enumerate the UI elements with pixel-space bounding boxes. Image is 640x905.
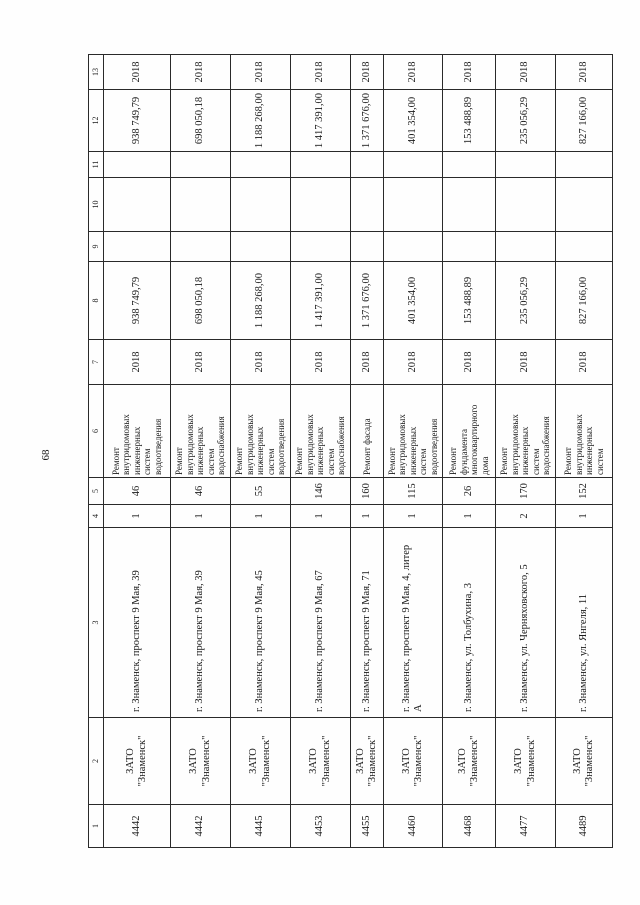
record-id-cell: 4442	[104, 805, 171, 848]
record-id-cell: 4453	[291, 805, 351, 848]
work-type-cell: Ремонт фасада	[351, 385, 384, 478]
municipality-cell: ЗАТО "Знаменск"	[351, 718, 384, 805]
column-number-header: 7	[89, 340, 104, 385]
col13-year-cell: 2018	[384, 55, 443, 90]
table-row	[496, 55, 556, 848]
column-number-header: 12	[89, 90, 104, 152]
col13-year-cell: 2018	[496, 55, 556, 90]
col12-amount-cell: 1 417 391,00	[291, 90, 351, 152]
address-cell: г. Знаменск, ул. Янгеля, 11	[556, 528, 613, 718]
col12-amount-cell: 153 488,89	[443, 90, 496, 152]
col12-amount-cell: 827 166,00	[556, 90, 613, 152]
col13-year-cell: 2018	[556, 55, 613, 90]
page-number: 68	[40, 449, 52, 461]
table-row	[351, 55, 384, 848]
col8-amount-cell: 938 749,79	[104, 262, 171, 340]
column-number-header: 1	[89, 805, 104, 848]
col12-amount-cell: 938 749,79	[104, 90, 171, 152]
col8-amount-cell: 235 056,29	[496, 262, 556, 340]
col5-value-cell: 170	[496, 478, 556, 505]
work-type-cell: Ремонт внутридомовых инженерных систем водоснабжения	[291, 385, 351, 478]
work-type-cell: Ремонт внутридомовых инженерных систем водоотведения	[231, 385, 291, 478]
col11-cell	[231, 152, 291, 178]
col9-cell	[104, 232, 171, 262]
column-number-header: 6	[89, 385, 104, 478]
record-id-cell: 4468	[443, 805, 496, 848]
address-cell: г. Знаменск, проспект 9 Мая, 67	[291, 528, 351, 718]
col7-year-cell: 2018	[384, 340, 443, 385]
col13-year-cell: 2018	[171, 55, 231, 90]
column-number-header: 2	[89, 718, 104, 805]
table-row	[384, 55, 443, 848]
register-table-container	[88, 55, 612, 848]
col9-cell	[496, 232, 556, 262]
col13-year-cell: 2018	[351, 55, 384, 90]
col4-value-cell: 1	[171, 505, 231, 528]
col12-amount-cell: 1 188 268,00	[231, 90, 291, 152]
col8-amount-cell: 1 188 268,00	[231, 262, 291, 340]
col5-value-cell: 146	[291, 478, 351, 505]
record-id-cell: 4445	[231, 805, 291, 848]
col9-cell	[556, 232, 613, 262]
col7-year-cell: 2018	[291, 340, 351, 385]
column-number-header: 10	[89, 178, 104, 232]
address-cell: г. Знаменск, проспект 9 Мая, 39	[104, 528, 171, 718]
col7-year-cell: 2018	[171, 340, 231, 385]
col4-value-cell: 1	[556, 505, 613, 528]
col8-amount-cell: 1 417 391,00	[291, 262, 351, 340]
col4-value-cell: 1	[291, 505, 351, 528]
column-number-header: 8	[89, 262, 104, 340]
record-id-cell: 4489	[556, 805, 613, 848]
address-cell: г. Знаменск, ул. Черняховского, 5	[496, 528, 556, 718]
column-number-header: 9	[89, 232, 104, 262]
municipality-cell: ЗАТО "Знаменск"	[556, 718, 613, 805]
column-number-header: 3	[89, 528, 104, 718]
table-row	[171, 55, 231, 848]
register-table	[88, 54, 613, 848]
address-cell: г. Знаменск, проспект 9 Мая, 71	[351, 528, 384, 718]
col10-cell	[231, 178, 291, 232]
col11-cell	[556, 152, 613, 178]
column-number-header: 13	[89, 55, 104, 90]
col10-cell	[351, 178, 384, 232]
table-row	[291, 55, 351, 848]
col4-value-cell: 1	[231, 505, 291, 528]
col11-cell	[291, 152, 351, 178]
col10-cell	[291, 178, 351, 232]
col5-value-cell: 55	[231, 478, 291, 505]
municipality-cell: ЗАТО "Знаменск"	[496, 718, 556, 805]
work-type-cell: Ремонт внутридомовых инженерных систем водоотведения	[104, 385, 171, 478]
col11-cell	[443, 152, 496, 178]
municipality-cell: ЗАТО "Знаменск"	[384, 718, 443, 805]
col13-year-cell: 2018	[291, 55, 351, 90]
col10-cell	[443, 178, 496, 232]
col9-cell	[443, 232, 496, 262]
col10-cell	[556, 178, 613, 232]
col7-year-cell: 2018	[496, 340, 556, 385]
col5-value-cell: 152	[556, 478, 613, 505]
col5-value-cell: 160	[351, 478, 384, 505]
address-cell: г. Знаменск, проспект 9 Мая, 39	[171, 528, 231, 718]
col8-amount-cell: 153 488,89	[443, 262, 496, 340]
col5-value-cell: 46	[104, 478, 171, 505]
col12-amount-cell: 235 056,29	[496, 90, 556, 152]
work-type-cell: Ремонт фундамента многоквартирного дома	[443, 385, 496, 478]
col10-cell	[384, 178, 443, 232]
record-id-cell: 4477	[496, 805, 556, 848]
col7-year-cell: 2018	[231, 340, 291, 385]
col13-year-cell: 2018	[443, 55, 496, 90]
table-row	[104, 55, 171, 848]
col11-cell	[351, 152, 384, 178]
col11-cell	[104, 152, 171, 178]
municipality-cell: ЗАТО "Знаменск"	[291, 718, 351, 805]
col8-amount-cell: 401 354,00	[384, 262, 443, 340]
col7-year-cell: 2018	[443, 340, 496, 385]
address-cell: г. Знаменск, проспект 9 Мая, 45	[231, 528, 291, 718]
col10-cell	[171, 178, 231, 232]
address-cell: г. Знаменск, ул. Толбухина, 3	[443, 528, 496, 718]
work-type-cell: Ремонт внутридомовых инженерных систем водоснабжения	[496, 385, 556, 478]
municipality-cell: ЗАТО "Знаменск"	[231, 718, 291, 805]
col12-amount-cell: 698 050,18	[171, 90, 231, 152]
table-row	[556, 55, 613, 848]
municipality-cell: ЗАТО "Знаменск"	[443, 718, 496, 805]
column-number-row	[89, 55, 104, 848]
column-number-header: 11	[89, 152, 104, 178]
work-type-cell: Ремонт внутридомовых инженерных систем	[556, 385, 613, 478]
col8-amount-cell: 698 050,18	[171, 262, 231, 340]
col11-cell	[171, 152, 231, 178]
col10-cell	[496, 178, 556, 232]
col4-value-cell: 1	[443, 505, 496, 528]
col5-value-cell: 115	[384, 478, 443, 505]
col5-value-cell: 46	[171, 478, 231, 505]
table-row	[443, 55, 496, 848]
work-type-cell: Ремонт внутридомовых инженерных систем водоотведения	[384, 385, 443, 478]
col9-cell	[384, 232, 443, 262]
col4-value-cell: 2	[496, 505, 556, 528]
address-cell: г. Знаменск, проспект 9 Мая, 4, литер А	[384, 528, 443, 718]
municipality-cell: ЗАТО "Знаменск"	[171, 718, 231, 805]
col13-year-cell: 2018	[231, 55, 291, 90]
col5-value-cell: 26	[443, 478, 496, 505]
col4-value-cell: 1	[351, 505, 384, 528]
col9-cell	[171, 232, 231, 262]
col7-year-cell: 2018	[556, 340, 613, 385]
col9-cell	[231, 232, 291, 262]
record-id-cell: 4442	[171, 805, 231, 848]
col7-year-cell: 2018	[104, 340, 171, 385]
col4-value-cell: 1	[384, 505, 443, 528]
municipality-cell: ЗАТО "Знаменск"	[104, 718, 171, 805]
column-number-header: 4	[89, 505, 104, 528]
col10-cell	[104, 178, 171, 232]
col9-cell	[351, 232, 384, 262]
col8-amount-cell: 1 371 676,00	[351, 262, 384, 340]
col9-cell	[291, 232, 351, 262]
col12-amount-cell: 401 354,00	[384, 90, 443, 152]
work-type-cell: Ремонт внутридомовых инженерных систем водоснабжения	[171, 385, 231, 478]
col8-amount-cell: 827 166,00	[556, 262, 613, 340]
record-id-cell: 4460	[384, 805, 443, 848]
col11-cell	[496, 152, 556, 178]
record-id-cell: 4455	[351, 805, 384, 848]
table-row	[231, 55, 291, 848]
col12-amount-cell: 1 371 676,00	[351, 90, 384, 152]
col11-cell	[384, 152, 443, 178]
col13-year-cell: 2018	[104, 55, 171, 90]
col7-year-cell: 2018	[351, 340, 384, 385]
column-number-header: 5	[89, 478, 104, 505]
col4-value-cell: 1	[104, 505, 171, 528]
